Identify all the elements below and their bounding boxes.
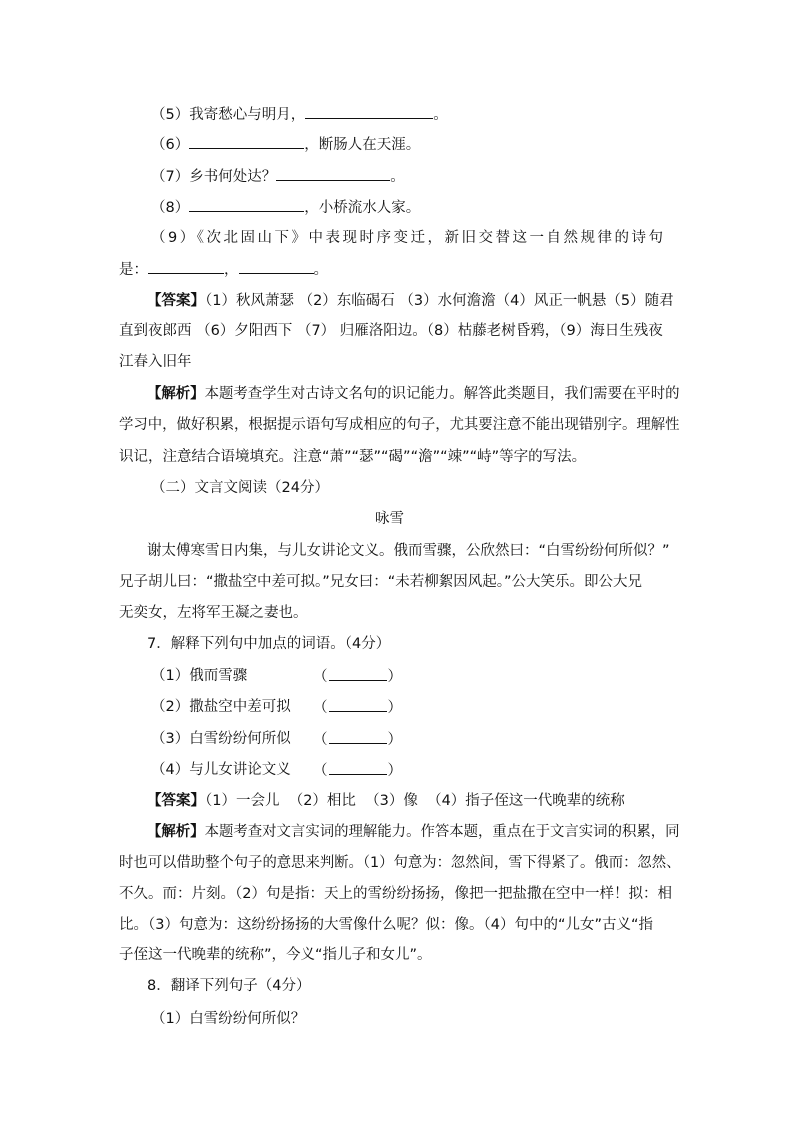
passage-line-2: 兄子胡儿曰：“撒盐空中差可拟。”兄女曰：“未若柳絮因风起。”公大笑乐。即公大兄 [119, 574, 643, 590]
question-9-line-2 [119, 259, 328, 280]
question-6-number: （6） [151, 137, 190, 153]
analysis-tag: 【解析】 [147, 824, 205, 840]
analysis-1-text: 本题考查学生对古诗文名句的识记能力。解答此类题目，我们需要在平时的 [204, 386, 680, 402]
poem-title: 咏雪 [375, 511, 404, 527]
analysis-2-text: 本题考查对文言实词的理解能力。作答本题，重点在于文言实词的积累，同 [204, 824, 680, 840]
question-7 [151, 166, 405, 187]
question-9-lead: 是： [119, 262, 148, 278]
answer-1-line-2: 直到夜郎西 （6）夕阳西下 （7） 归雁洛阳边。（8）枯藤老树昏鸦，（9）海日生残夜 [119, 323, 663, 339]
question-7-end: 。 [390, 169, 405, 185]
question-8-text: ，小桥流水人家。 [304, 200, 421, 216]
paren-open: （ [313, 700, 328, 716]
answer-tag: 【答案】 [147, 793, 205, 809]
q7-item-1-blank [313, 666, 402, 687]
question-9-end: 。 [313, 262, 328, 278]
paren-open: （ [313, 763, 328, 779]
q7-item-2-label: （2）撒盐空中差可拟 [151, 699, 291, 715]
paren-open: （ [313, 732, 328, 748]
question-6-text: ，断肠人在天涯。 [304, 137, 421, 153]
answer-blank [239, 259, 314, 274]
answer-tag: 【答案】 [147, 293, 205, 309]
question-5-text: （5）我寄愁心与明月， [151, 107, 306, 123]
analysis-2-line-2: 时也可以借助整个句子的意思来判断。（1）句意为：忽然间，雪下得紧了。俄而：忽然、 [119, 855, 681, 871]
answer-blank [329, 697, 387, 712]
analysis-1-line-2: 学习中，做好积累，根据提示语句写成相应的句子，尤其要注意不能出现错别字。理解性 [119, 417, 680, 433]
question-6 [151, 134, 420, 155]
answer-blank [329, 666, 387, 681]
question-8-item-1: （1）白雪纷纷何所似？ [151, 1011, 306, 1027]
passage-line-3: 无奕女，左将军王凝之妻也。 [119, 605, 308, 621]
answer-blank [305, 104, 433, 119]
analysis-2-line-5: 子侄这一代晚辈的统称”，今义“指儿子和女儿”。 [119, 947, 432, 963]
question-8-title: 8．翻译下列句子（4分） [147, 978, 311, 994]
question-5-end: 。 [433, 107, 448, 123]
q7-item-1-label: （1）俄而雪骤 [151, 668, 248, 684]
answer-blank [329, 729, 387, 744]
question-9-line-1: （9）《次北固山下》中表现时序变迁，新旧交替这一自然规律的诗句 [151, 230, 663, 246]
passage-line-1: 谢太傅寒雪日内集，与儿女讲论文义。俄而雪骤，公欣然曰：“白雪纷纷何所似？” [147, 543, 670, 559]
analysis-tag: 【解析】 [147, 386, 205, 402]
paren-close: ） [387, 669, 402, 685]
answer-blank [148, 259, 224, 274]
question-9-comma: ， [224, 262, 239, 278]
question-7-title: 7．解释下列句中加点的词语。（4分） [147, 636, 391, 652]
answer-blank [276, 166, 390, 181]
analysis-2-line-4: 比。（3）句意为：这纷纷扬扬的大雪像什么呢？似：像。（4）句中的“儿女”古义“指 [119, 917, 653, 933]
analysis-1-line-1 [147, 384, 680, 404]
analysis-2-line-3: 不久。而：片刻。（2）句是指：天上的雪纷纷扬扬，像把一把盐撒在空中一样！拟：相 [119, 886, 672, 902]
q7-item-4-blank [313, 760, 402, 781]
analysis-1-line-3: 识记，注意结合语境填充。注意“萧”“瑟”“碣”“澹”“竦”“峙”等字的写法。 [119, 449, 587, 465]
answer-2-text: （1）一会儿 （2）相比 （3）像 （4）指子侄这一代晚辈的统称 [205, 793, 625, 809]
answer-1-line-3: 江春入旧年 [119, 354, 192, 370]
question-8-number: （8） [151, 200, 190, 216]
paren-open: （ [313, 669, 328, 685]
answer-blank [329, 760, 387, 775]
answer-2 [147, 791, 625, 811]
question-8 [151, 197, 420, 218]
question-7-text: （7）乡书何处达？ [151, 169, 277, 185]
answer-blank [189, 134, 304, 149]
paren-close: ） [387, 700, 402, 716]
q7-item-4-label: （4）与儿女讲论文义 [151, 762, 291, 778]
question-5 [151, 104, 448, 125]
analysis-2-line-1 [147, 822, 680, 842]
answer-blank [189, 197, 304, 212]
answer-1-line-1 [147, 291, 674, 311]
paren-close: ） [387, 763, 402, 779]
section-heading: （二）文言文阅读（24分） [151, 480, 329, 496]
q7-item-3-label: （3）白雪纷纷何所似 [151, 731, 291, 747]
answer-1-text: （1）秋风萧瑟 （2）东临碣石 （3）水何澹澹（4）风正一帆悬（5）随君 [205, 293, 674, 309]
q7-item-3-blank [313, 729, 402, 750]
q7-item-2-blank [313, 697, 402, 718]
paren-close: ） [387, 732, 402, 748]
